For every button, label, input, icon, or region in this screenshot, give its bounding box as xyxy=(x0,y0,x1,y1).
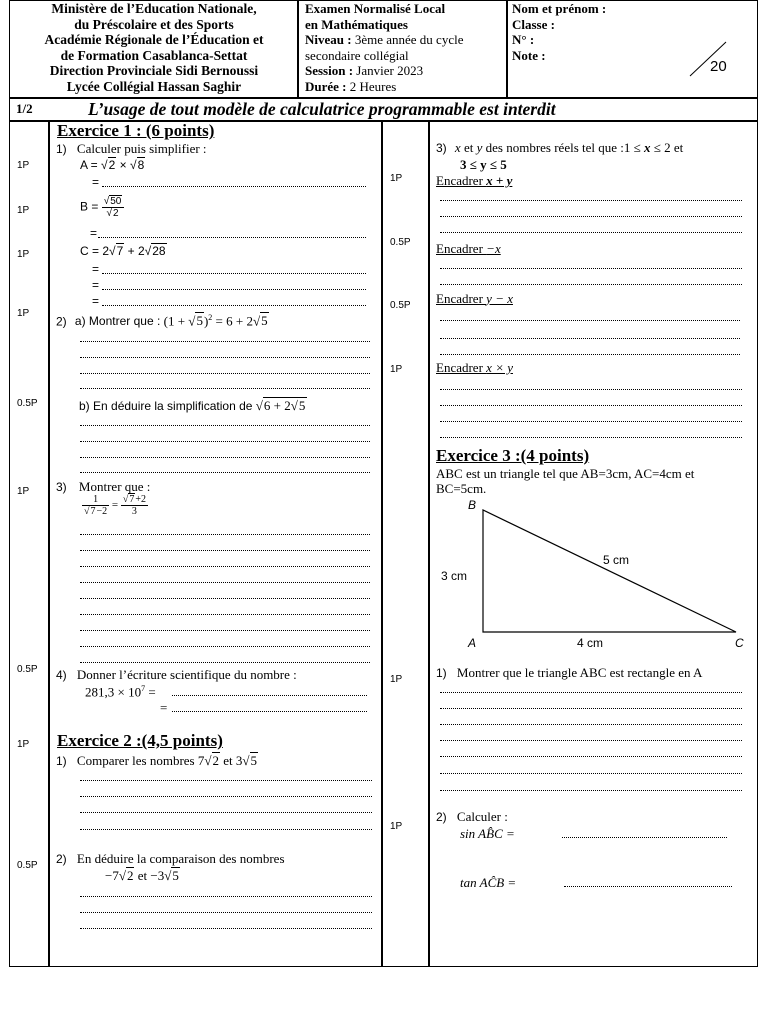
answer-line-e1-1[interactable] xyxy=(440,200,742,201)
answer-line-e4-4[interactable] xyxy=(440,437,742,438)
answer-line-ex3-q1-6[interactable] xyxy=(440,773,742,774)
ex2-q1-and: et xyxy=(220,753,236,768)
ex2-q3-line2: 3 ≤ y ≤ 5 xyxy=(460,157,507,172)
ex1-q3-number: 3) xyxy=(56,480,67,494)
points-ex1-q1a: 1P xyxy=(17,160,30,171)
label-ab-length: 3 cm xyxy=(441,569,468,583)
expr-b xyxy=(80,196,124,219)
niveau-value: 3ème année du cycle xyxy=(354,32,464,47)
points-ex1-q2b: 0.5P xyxy=(17,398,38,409)
ex1-q2b: b) En déduire la simplification de √6 + 2√5 xyxy=(79,398,306,413)
points-ex3-q2: 1P xyxy=(390,821,403,832)
eq-c2: = xyxy=(92,278,100,292)
ex1-q2b-text: b) En déduire la simplification de xyxy=(79,399,256,413)
institution-line-3: Académie Régionale de l’Éducation et xyxy=(44,32,264,47)
answer-line-q3-2[interactable] xyxy=(80,550,370,551)
ex2-q2 xyxy=(56,851,285,867)
ex3-intro-2: BC=5cm. xyxy=(436,481,487,496)
page-number: 1/2 xyxy=(16,101,33,116)
ex1-q1 xyxy=(56,141,207,157)
encadrer-3-label: Encadrer xyxy=(436,291,487,306)
ex3-q1-number: 1) xyxy=(436,666,447,680)
answer-line-q3-6[interactable] xyxy=(80,614,370,615)
answer-line-e3-1[interactable] xyxy=(440,320,740,321)
answer-line-q4-2[interactable] xyxy=(172,711,367,712)
answer-line-q3-4[interactable] xyxy=(80,582,370,583)
ex1-q3-equation: $\frac{1}{√7-2}$ = $\frac{√7+2}{3}$ xyxy=(84,494,146,517)
institution-line-5: Direction Provinciale Sidi Bernoussi xyxy=(49,63,259,78)
ex1-q2a: 2) a) Montrer que : $(1 + √5)^2 = 6 + 2√5$ xyxy=(56,313,268,329)
fraction-b: $\frac{√50}{√2}$ xyxy=(102,196,125,219)
left-points-column-line xyxy=(48,120,50,967)
ex2-q1-text: Comparer les nombres xyxy=(76,753,198,768)
eq-q4-2: = xyxy=(160,700,168,715)
eq-a1: = xyxy=(92,175,100,189)
ex2-q3-number: 3) xyxy=(436,141,447,155)
answer-line-q3-5[interactable] xyxy=(80,598,370,599)
points-ex1-q4: 0.5P xyxy=(17,664,38,675)
answer-line-q2a-1[interactable] xyxy=(80,341,370,342)
answer-line-tan[interactable] xyxy=(564,886,732,887)
ex1-q2-number: 2) xyxy=(56,314,67,329)
answer-line-e1-2[interactable] xyxy=(440,216,742,217)
ex3-q1 xyxy=(436,665,702,681)
q4-exponent: 7 xyxy=(141,684,146,693)
tan-label: tan AĈB = xyxy=(460,875,517,890)
points-ex2-q3a: 1P xyxy=(390,173,403,184)
ex2-q1-number: 1) xyxy=(56,754,67,768)
niveau-value-2: secondaire collégial xyxy=(305,47,409,63)
encadrer-2-expr: −x xyxy=(486,241,501,256)
header-student-info xyxy=(512,1,606,63)
answer-line-ex2-q2-2[interactable] xyxy=(80,912,372,913)
encadrer-4-expr: x × y xyxy=(486,360,513,375)
institution-line-4: de Formation Casablanca-Settat xyxy=(60,47,248,63)
answer-line-q2a-4[interactable] xyxy=(80,388,370,389)
answer-line-q3-3[interactable] xyxy=(80,566,370,567)
answer-line-q2a-2[interactable] xyxy=(80,357,370,358)
points-ex2-q3c: 0.5P xyxy=(390,300,411,311)
ex1-q3-text: Montrer que : xyxy=(78,479,151,494)
numero-label[interactable]: N° : xyxy=(512,32,535,47)
label-a: A xyxy=(468,636,477,650)
middle-divider-2 xyxy=(428,120,430,967)
ex2-q2-numbers: −7√2 et −3√5 xyxy=(105,868,179,883)
answer-line-ex2-q2-1[interactable] xyxy=(80,896,372,897)
niveau-label: Niveau : xyxy=(305,32,352,47)
answer-line-c2[interactable] xyxy=(102,289,366,290)
encadrer-3-expr: y − x xyxy=(486,291,513,306)
ex1-q4-number-expr xyxy=(85,684,156,700)
answer-line-e1-3[interactable] xyxy=(440,232,742,233)
ex3-q2-text: Calculer : xyxy=(456,809,508,824)
note-label[interactable]: Note : xyxy=(512,47,546,63)
answer-line-q2b-3[interactable] xyxy=(80,457,370,458)
exercise-1-title: Exercice 1 : (6 points) xyxy=(57,121,215,140)
ex1-q1-number: 1) xyxy=(56,142,67,156)
points-ex2-q1: 1P xyxy=(17,739,30,750)
ex1-q4-text: Donner l’écriture scientifique du nombre : xyxy=(76,667,297,682)
answer-line-e4-1[interactable] xyxy=(440,389,742,390)
answer-line-e4-2[interactable] xyxy=(440,405,742,406)
ex1-q2a-text: a) Montrer que : xyxy=(74,314,164,329)
answer-line-q3-8[interactable] xyxy=(80,646,370,647)
header-institution xyxy=(12,1,296,94)
answer-line-q3-7[interactable] xyxy=(80,630,370,631)
ex3-intro-1: ABC est un triangle tel que AB=3cm, AC=4cm et xyxy=(436,466,695,481)
answer-line-sin[interactable] xyxy=(562,837,727,838)
answer-line-e2-2[interactable] xyxy=(440,284,742,285)
points-ex1-q2a: 1P xyxy=(17,308,30,319)
ex2-q3-text-2: des nombres réels tel que :1 ≤ xyxy=(482,140,645,155)
encadrer-2-label: Encadrer xyxy=(436,241,487,256)
answer-line-q3-9[interactable] xyxy=(80,662,370,663)
points-ex1-q1b: 1P xyxy=(17,205,30,216)
ex1-q3 xyxy=(56,479,150,495)
institution-line-6: Lycée Collégial Hassan Saghir xyxy=(66,78,242,94)
nom-label[interactable]: Nom et prénom : xyxy=(512,1,607,16)
classe-label[interactable]: Classe : xyxy=(512,16,555,32)
expr-a: A = √2 × √8 xyxy=(80,158,145,172)
answer-line-ex2-q1-3[interactable] xyxy=(80,812,372,813)
exam-title-line-2: en Mathématiques xyxy=(305,16,408,32)
points-ex2-q3d: 1P xyxy=(390,364,403,375)
triangle-abc xyxy=(483,510,736,632)
answer-line-q2b-1[interactable] xyxy=(80,425,370,426)
label-c: C xyxy=(735,636,744,650)
ex1-q4 xyxy=(56,667,297,683)
ex2-q1: 1) Comparer les nombres 7√2 et 3√5 xyxy=(56,753,258,768)
answer-line-ex3-q1-1[interactable] xyxy=(440,692,742,693)
ex2-q2-text: En déduire la comparaison des nombres xyxy=(76,851,285,866)
note-total: 20 xyxy=(710,58,727,75)
ex2-q3-text-3: ≤ 2 et xyxy=(650,140,684,155)
encadrer-2 xyxy=(436,241,501,257)
points-ex2-q3b: 0.5P xyxy=(390,237,411,248)
label-ac-length: 4 cm xyxy=(577,636,604,650)
institution-line-1: Ministère de l’Education Nationale, xyxy=(51,1,257,16)
points-ex1-q3: 1P xyxy=(17,486,30,497)
session-label: Session : xyxy=(305,63,354,78)
points-ex1-q1c: 1P xyxy=(17,249,30,260)
ex1-q4-number: 4) xyxy=(56,668,67,682)
answer-line-b1[interactable] xyxy=(98,237,366,238)
encadrer-4 xyxy=(436,360,513,376)
answer-line-ex3-q1-5[interactable] xyxy=(440,756,742,757)
answer-line-c1[interactable] xyxy=(102,273,366,274)
encadrer-3 xyxy=(436,291,513,307)
expr-c-lhs: C = xyxy=(80,244,103,258)
answer-line-q4-1[interactable] xyxy=(172,695,367,696)
ex3-q2 xyxy=(436,809,508,825)
answer-line-q2b-2[interactable] xyxy=(80,441,370,442)
answer-line-q3-1[interactable] xyxy=(80,534,370,535)
exam-title-line-1: Examen Normalisé Local xyxy=(305,1,446,16)
ex2-q2-number: 2) xyxy=(56,852,67,866)
expr-b-lhs: B = xyxy=(80,199,102,214)
answer-line-q2a-3[interactable] xyxy=(80,373,370,374)
duree-label: Durée : xyxy=(305,78,347,94)
ex1-q1-text: Calculer puis simplifier : xyxy=(76,141,207,156)
eq-c1: = xyxy=(92,262,100,276)
points-ex2-q2: 0.5P xyxy=(17,860,38,871)
exercise-3-title: Exercice 3 :(4 points) xyxy=(436,446,590,465)
encadrer-1 xyxy=(436,173,512,189)
answer-line-ex3-q1-4[interactable] xyxy=(440,740,742,741)
answer-line-q2b-4[interactable] xyxy=(80,472,370,473)
ex2-q3-text-1: et xyxy=(460,140,477,155)
calculator-warning: L’usage de tout modèle de calculatrice programmable est interdit xyxy=(88,99,556,119)
exercise-2-title: Exercice 2 :(4,5 points) xyxy=(57,731,223,750)
ex2-q2-and: et xyxy=(134,868,151,883)
header-divider-2 xyxy=(506,0,508,98)
q4-number: 281,3 × 10 xyxy=(85,684,142,700)
label-bc-length: 5 cm xyxy=(603,553,630,567)
answer-line-ex2-q1-4[interactable] xyxy=(80,829,372,830)
label-b: B xyxy=(468,498,477,512)
ex3-q2-number: 2) xyxy=(436,810,447,824)
ex3-q1-text: Montrer que le triangle ABC est rectangle en A xyxy=(456,665,703,680)
points-ex3-q1: 1P xyxy=(390,674,403,685)
answer-line-a1[interactable] xyxy=(102,186,366,187)
encadrer-4-label: Encadrer xyxy=(436,360,487,375)
answer-line-e4-3[interactable] xyxy=(440,421,742,422)
duree-value: 2 Heures xyxy=(349,78,397,94)
eq-c3: = xyxy=(92,294,100,308)
session-value: Janvier 2023 xyxy=(356,63,424,78)
q4-eq: = xyxy=(145,684,156,700)
header-divider-1 xyxy=(297,0,299,98)
answer-line-e2-1[interactable] xyxy=(440,268,742,269)
answer-line-ex2-q1-1[interactable] xyxy=(80,780,372,781)
answer-line-ex2-q2-3[interactable] xyxy=(80,928,372,929)
header-exam-info xyxy=(305,1,463,94)
encadrer-1-label: Encadrer xyxy=(436,173,487,188)
triangle-figure xyxy=(436,496,754,652)
answer-line-c3[interactable] xyxy=(102,305,366,306)
institution-line-2: du Préscolaire et des Sports xyxy=(74,16,234,32)
answer-line-e3-3[interactable] xyxy=(440,354,740,355)
expr-a-lhs: A = xyxy=(80,158,102,172)
middle-divider-1 xyxy=(381,120,383,967)
answer-line-ex3-q1-7[interactable] xyxy=(440,790,742,791)
expr-c: C = 2√7 + 2√28 xyxy=(80,244,166,258)
answer-line-ex2-q1-2[interactable] xyxy=(80,796,372,797)
answer-line-ex3-q1-2[interactable] xyxy=(440,708,742,709)
answer-line-ex3-q1-3[interactable] xyxy=(440,724,742,725)
ex2-q3: 3) x et y des nombres réels tel que :1 ≤ x ≤ 2 et xyxy=(436,140,684,155)
encadrer-1-expr: x + y xyxy=(486,173,513,188)
eq-b1: = xyxy=(90,226,98,240)
answer-line-e3-2[interactable] xyxy=(440,338,740,339)
sin-label: sin AB̂C = xyxy=(460,826,515,841)
